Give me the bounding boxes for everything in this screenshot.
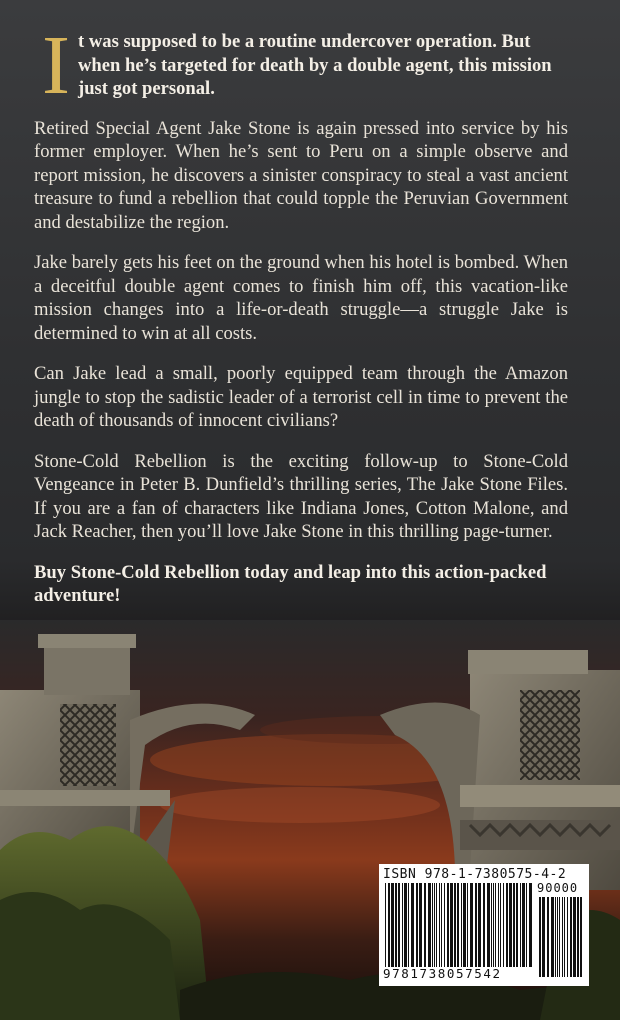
barcode-bar <box>503 883 504 967</box>
barcode-bar <box>450 883 453 967</box>
barcode-bar <box>385 883 386 967</box>
blurb-paragraph: Jake barely gets his feet on the ground when his hotel is bombed. When a deceitful double agent comes to finish him off, this vacation-like mission changes into a life-or-death struggle—a struggle Jake is determined to win at all costs. <box>34 252 568 344</box>
barcode-bar <box>547 897 549 977</box>
barcode-bar <box>432 883 433 967</box>
blurb-closing: Buy Stone-Cold Rebellion today and leap into this action-packed adventure! <box>34 561 547 606</box>
barcode-bar <box>487 883 490 967</box>
addon-digits: 90000 <box>537 881 579 895</box>
barcode-bar <box>495 883 496 967</box>
barcode-bar <box>580 897 582 977</box>
barcode-bar <box>411 883 414 967</box>
barcode-bar <box>557 897 558 977</box>
barcode-bar <box>447 883 449 967</box>
isbn-barcode <box>379 864 589 986</box>
barcode-bar <box>577 897 579 977</box>
barcode-bar <box>416 883 418 967</box>
barcode-bar <box>509 883 512 967</box>
ean-digits: 9781738057542 <box>383 966 502 981</box>
barcode-bar <box>513 883 515 967</box>
barcode-bars-area <box>383 883 585 983</box>
barcode-bar <box>436 883 437 967</box>
barcode-bar <box>454 883 456 967</box>
barcode-bar <box>559 897 560 977</box>
blurb-lead <box>34 19 568 112</box>
barcode-bar <box>424 883 426 967</box>
barcode-bar <box>573 897 576 977</box>
barcode-bar <box>461 883 462 967</box>
barcode-bar <box>444 883 445 967</box>
barcode-bar <box>478 883 481 967</box>
barcode-bar <box>522 883 525 967</box>
barcode-bar <box>398 883 400 967</box>
barcode-bar <box>567 897 568 977</box>
barcode-bar <box>529 883 532 967</box>
blurb-paragraph: Retired Special Agent Jake Stone is again pressed into service by his former employer. When he’s sent to Peru on a simple observe and report mission, he discovers a sinister conspiracy to steal a vast ancient treasure to fund a rebellion that could topple the Peruvian Government and destabilize the region. <box>34 117 568 233</box>
barcode-bar <box>408 883 409 967</box>
barcode-bar <box>562 897 563 977</box>
barcode-bar <box>428 883 431 967</box>
barcode-bar <box>526 883 527 967</box>
barcode-bar <box>500 883 501 967</box>
barcode-bar <box>402 883 403 967</box>
barcode-bar <box>441 883 442 967</box>
drop-cap: I <box>42 19 70 112</box>
barcode-bar <box>542 897 545 977</box>
barcode-bar <box>463 883 466 967</box>
barcode-bar <box>570 897 572 977</box>
barcode-bar <box>564 897 565 977</box>
barcode-bar <box>457 883 459 967</box>
barcode-bar <box>439 883 440 967</box>
barcode-bar <box>498 883 499 967</box>
barcode-bar <box>493 883 494 967</box>
barcode-bar <box>434 883 435 967</box>
barcode-bar <box>391 883 394 967</box>
isbn-label: ISBN 978-1-7380575-4-2 <box>383 867 567 882</box>
barcode-bar <box>551 897 554 977</box>
barcode-bar <box>388 883 390 967</box>
barcode-bar <box>467 883 468 967</box>
barcode-bar <box>506 883 508 967</box>
barcode-bar <box>404 883 407 967</box>
barcode-bar <box>520 883 521 967</box>
back-cover-blurb <box>34 19 568 608</box>
barcode-bar <box>419 883 422 967</box>
barcode-bar <box>516 883 518 967</box>
barcode-bar <box>555 897 556 977</box>
blurb-paragraph: Can Jake lead a small, poorly equipped team through the Amazon jungle to stop the sadistic leader of a terrorist cell in time to prevent the death of thousands of innocent civilians? <box>34 363 568 431</box>
barcode-bar <box>475 883 477 967</box>
barcode-bar <box>470 883 473 967</box>
barcode-bar <box>395 883 397 967</box>
barcode-bar <box>539 897 541 977</box>
barcode-bar <box>483 883 485 967</box>
barcode-bar <box>491 883 492 967</box>
blurb-paragraph: Stone-Cold Rebellion is the exciting follow-up to Stone-Cold Vengeance in Peter B. Dunfield’s thrilling series, The Jake Stone Files. If you are a fan of characters like Indiana Jones, Cotton Malone, and Jack Reacher, then you’ll love Jake Stone in this thrilling page-turner. <box>34 450 568 542</box>
blurb-lead-text: t was supposed to be a routine undercover operation. But when he’s targeted for death by a double agent, this mission just got personal. <box>78 31 552 99</box>
